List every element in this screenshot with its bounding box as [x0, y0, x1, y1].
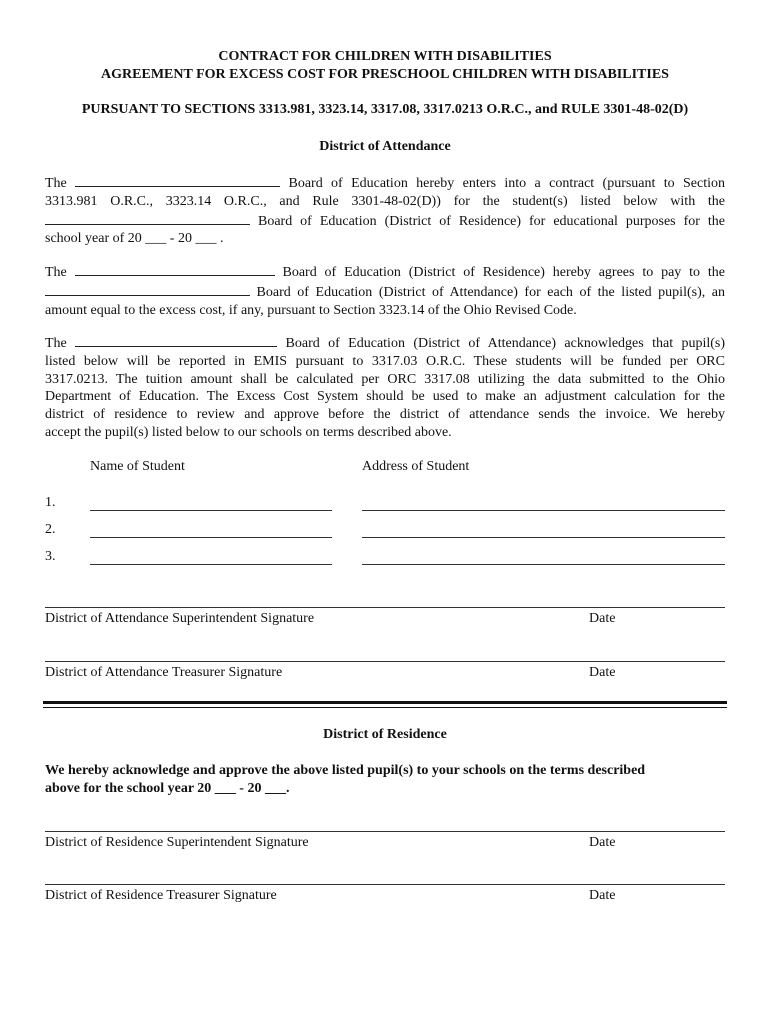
p1-line-1: [45, 173, 725, 193]
date-label: Date: [589, 665, 616, 680]
date-label: Date: [589, 888, 616, 903]
date-label: Date: [589, 835, 616, 850]
residence-district-blank-2[interactable]: [75, 262, 275, 276]
attendance-superintendent-signature-line[interactable]: [45, 607, 725, 608]
student-name-field[interactable]: [90, 564, 332, 565]
p3-line-4: Department of Education. The Excess Cost System should be used to make an adjustment calculation for the: [45, 389, 725, 405]
paragraph-3: [45, 333, 725, 442]
p1-line-1-text: Board of Education hereby enters into a contract (pursuant to Section: [288, 176, 726, 191]
student-row-number: 1.: [45, 495, 56, 510]
date-label: Date: [589, 611, 616, 626]
p3-line-1: [45, 333, 725, 353]
student-address-field[interactable]: [362, 564, 725, 565]
residence-treasurer-label: District of Residence Treasurer Signature: [45, 888, 277, 903]
address-of-student-header: Address of Student: [362, 459, 470, 474]
p1-the: The: [45, 176, 67, 191]
p3-the: The: [45, 336, 67, 351]
p2-line-1-text: Board of Education (District of Residence) hereby agrees to pay to the: [282, 265, 725, 280]
student-name-field[interactable]: [90, 510, 332, 511]
p3-line-1-text: Board of Education (District of Attendance) acknowledges that pupil(s): [285, 336, 726, 351]
p2-line-1: [45, 262, 725, 282]
acknowledgement-line-1: We hereby acknowledge and approve the above listed pupil(s) to your schools on the terms described: [45, 763, 646, 778]
p1-line-4: school year of 20 ___ - 20 ___ .: [45, 231, 224, 247]
p1-line-3-text: Board of Education (District of Residence) for educational purposes for the: [257, 213, 725, 229]
p3-line-5: district of residence to review and approve before the district of attendance sends the invoice. We hereby: [45, 407, 725, 423]
residence-district-blank[interactable]: [45, 211, 250, 225]
p2-line-2-text: Board of Education (District of Attendance) for each of the listed pupil(s), an: [256, 284, 725, 300]
p2-line-3: amount equal to the excess cost, if any, pursuant to Section 3323.14 of the Ohio Revised Code.: [45, 302, 577, 318]
title-line-2: AGREEMENT FOR EXCESS COST FOR PRESCHOOL CHILDREN WITH DISABILITIES: [101, 67, 669, 82]
section-divider: [43, 701, 727, 708]
attendance-superintendent-label: District of Attendance Superintendent Signature: [45, 611, 315, 626]
residence-superintendent-signature-line[interactable]: [45, 831, 725, 832]
attendance-heading: District of Attendance: [319, 139, 451, 154]
student-address-field[interactable]: [362, 510, 725, 511]
residence-superintendent-label: District of Residence Superintendent Signature: [45, 835, 309, 850]
residence-treasurer-signature-line[interactable]: [45, 884, 725, 885]
p1-line-2: 3313.981 O.R.C., 3323.14 O.R.C., and Rule 3301-48-02(D)) for the student(s) listed below with the: [45, 193, 725, 209]
attendance-treasurer-label: District of Attendance Treasurer Signature: [45, 665, 283, 680]
student-name-field[interactable]: [90, 537, 332, 538]
attendance-district-blank-2[interactable]: [45, 282, 250, 296]
name-of-student-header: Name of Student: [90, 459, 185, 474]
student-row-number: 3.: [45, 549, 56, 564]
acknowledgement-line-2: above for the school year 20 ___ - 20 ___.: [45, 781, 290, 796]
student-row-number: 2.: [45, 522, 56, 537]
p1-line-3: [45, 211, 725, 231]
pursuant-statement: PURSUANT TO SECTIONS 3313.981, 3323.14, 3317.08, 3317.0213 O.R.C., and RULE 3301-48-02(D): [81, 102, 689, 117]
residence-heading: District of Residence: [323, 727, 447, 742]
paragraph-1: [45, 173, 725, 248]
p2-the: The: [45, 265, 67, 280]
p3-line-2: listed below will be reported in EMIS pursuant to 3317.03 O.R.C. These students will be funded per ORC: [45, 353, 725, 369]
paragraph-2: [45, 262, 725, 319]
student-address-field[interactable]: [362, 537, 725, 538]
attendance-district-blank-3[interactable]: [75, 333, 277, 347]
title-line-1: CONTRACT FOR CHILDREN WITH DISABILITIES: [218, 49, 552, 64]
p3-line-3: 3317.0213. The tuition amount shall be calculated per ORC 3317.08 utilizing the data submitted to the Ohio: [45, 371, 725, 387]
attendance-treasurer-signature-line[interactable]: [45, 661, 725, 662]
p2-line-2: [45, 282, 725, 302]
p3-line-6: accept the pupil(s) listed below to our schools on terms described above.: [45, 424, 452, 440]
attendance-district-blank[interactable]: [75, 173, 280, 187]
